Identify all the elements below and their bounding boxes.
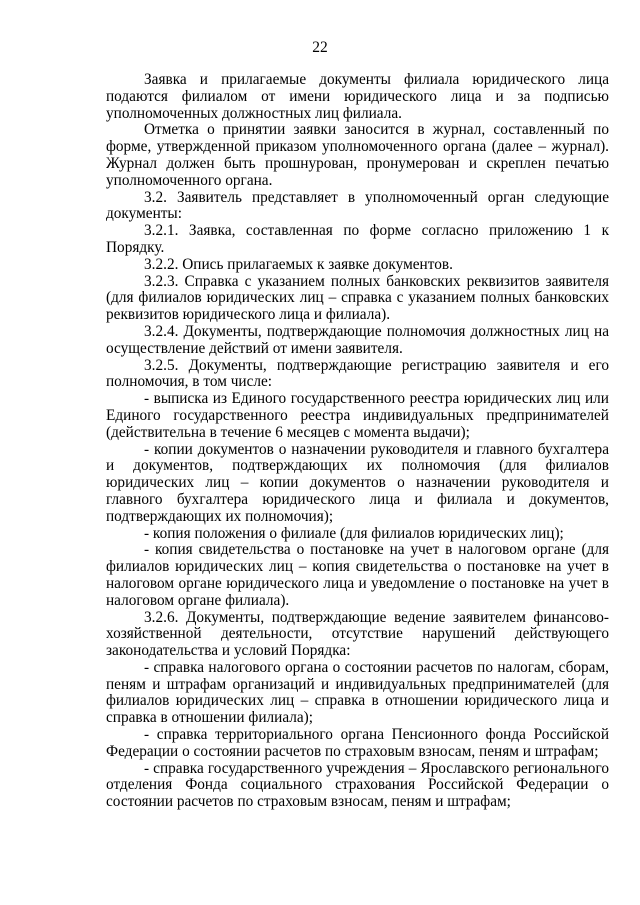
document-body bbox=[106, 72, 609, 811]
list-item-registry-extract: - выписка из Единого государственного реестра юридических лиц или Единого государственного реестра индивидуальных предпринимателей (действительна в течение 6 месяцев с момента выдачи); bbox=[106, 390, 609, 441]
paragraph-3-2-5: 3.2.5. Документы, подтверждающие регистрацию заявителя и его полномочия, в том числе: bbox=[106, 356, 609, 391]
page-number: 22 bbox=[312, 39, 328, 56]
list-item-tax-registration: - копия свидетельства о постановке на учет в налоговом органе (для филиалов юридических лиц – копия свидетельства о постановке на учет в налоговом органе юридического лица и уведомление о постановке на учет в налоговом органе филиала). bbox=[106, 541, 609, 609]
list-item-branch-regulation: - копия положения о филиале (для филиалов юридических лиц); bbox=[144, 524, 564, 542]
paragraph-journal-mark: Отметка о принятии заявки заносится в журнал, составленный по форме, утвержденной приказом уполномоченного органа (далее – журнал). Журнал должен быть прошнурован, пронумерован и скреплен печатью уполномоченного органа. bbox=[106, 121, 609, 189]
paragraph-3-2-1: 3.2.1. Заявка, составленная по форме согласно приложению 1 к Порядку. bbox=[106, 222, 609, 256]
paragraph-3-2-6: 3.2.6. Документы, подтверждающие ведение заявителем финансово-хозяйственной деятельности, отсутствие нарушений действующего законодательства и условий Порядка: bbox=[106, 608, 609, 660]
paragraph-3-2: 3.2. Заявитель представляет в уполномоченный орган следующие документы: bbox=[106, 188, 609, 223]
paragraph-3-2-3: 3.2.3. Справка с указанием полных банковских реквизитов заявителя (для филиалов юридических лиц – справка с указанием полных банковских реквизитов юридического лица и филиала). bbox=[106, 272, 609, 324]
list-item-pension-fund-certificate: - справка территориального органа Пенсионного фонда Российской Федерации о состоянии расчетов по страховым взносам, пеням и штрафам; bbox=[106, 726, 609, 760]
paragraph-branch-application: Заявка и прилагаемые документы филиала юридического лица подаются филиалом от имени юридического лица и за подписью уполномоченных должностных лиц филиала. bbox=[106, 71, 609, 122]
list-item-social-insurance-certificate: - справка государственного учреждения – Ярославского регионального отделения Фонда социального страхования Российской Федерации о состоянии расчетов по страховым взносам, пеням и штрафам; bbox=[106, 759, 609, 811]
paragraph-3-2-4: 3.2.4. Документы, подтверждающие полномочия должностных лиц на осуществление действий от имени заявителя. bbox=[106, 322, 609, 357]
list-item-appointment-copies: - копии документов о назначении руководителя и главного бухгалтера и документов, подтверждающих их полномочия (для филиалов юридических лиц – копии документов о назначении руководителя и главного бухгалтера юридического лица и филиала и документов, подтверждающих их полномочия); bbox=[106, 440, 609, 525]
paragraph-3-2-2: 3.2.2. Опись прилагаемых к заявке документов. bbox=[144, 255, 453, 273]
list-item-tax-certificate: - справка налогового органа о состоянии расчетов по налогам, сборам, пеням и штрафам организаций и индивидуальных предпринимателей (для филиалов юридических лиц – справка в отношении юридического лица и справка в отношении филиала); bbox=[106, 658, 609, 727]
